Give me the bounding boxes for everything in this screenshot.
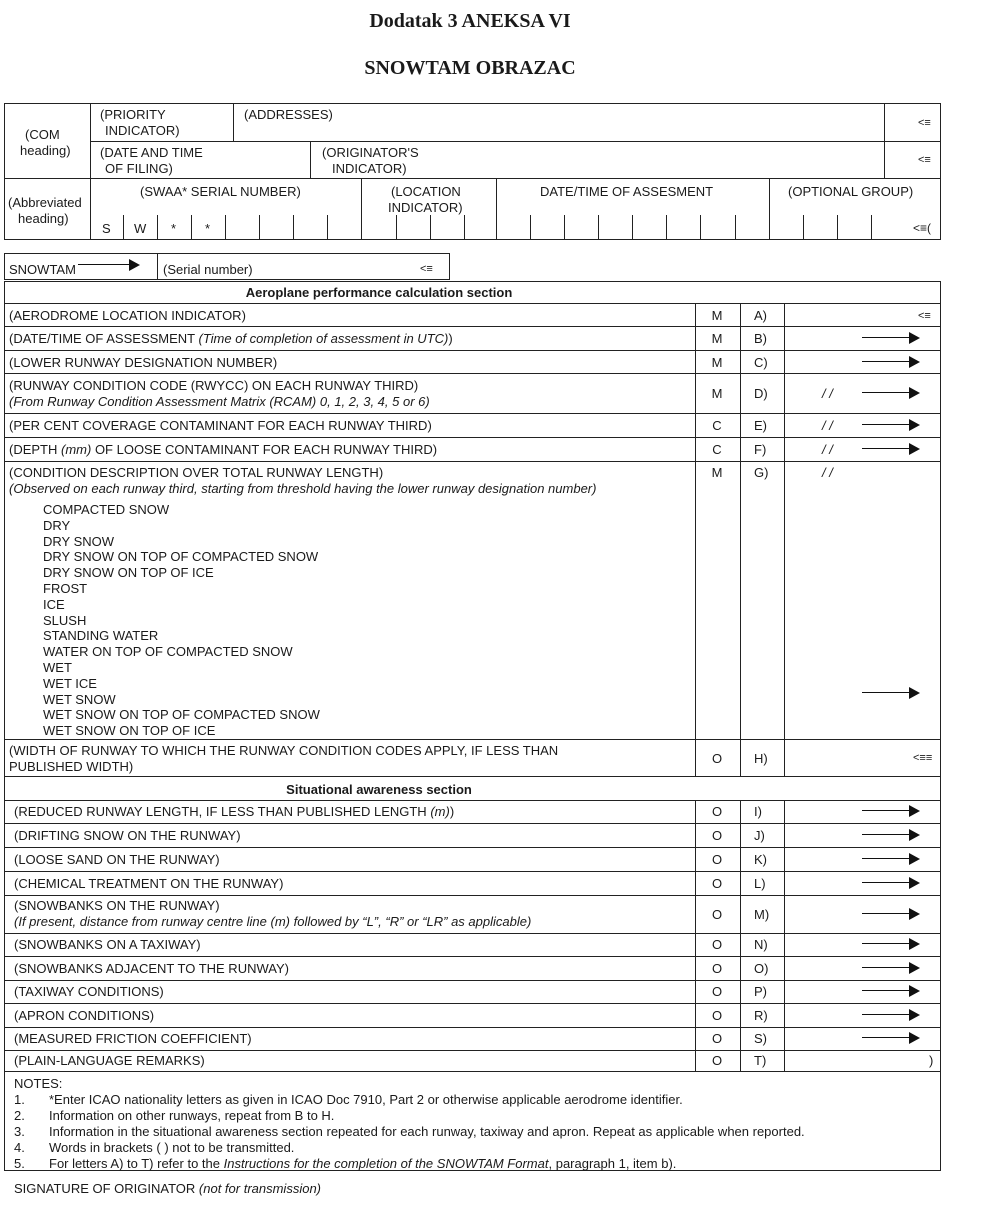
arrow-right-icon [78,259,140,271]
contaminant-item: ICE [43,596,65,612]
contaminant-item: WATER ON TOP OF COMPACTED SNOW [43,644,293,660]
situational-row-status: O [711,827,723,843]
contaminant-item: STANDING WATER [43,628,159,644]
situational-row-letter: S) [754,1031,767,1046]
arrow-right-icon [862,687,920,699]
com-heading-label-2: heading) [20,143,71,158]
situational-row-desc: (CHEMICAL TREATMENT ON THE RUNWAY) [14,875,284,891]
situational-row-letter: I) [754,804,762,819]
arrow-right-icon [862,332,920,344]
row-a-desc: (AERODROME LOCATION INDICATOR) [9,308,246,323]
notes-heading: NOTES: [14,1076,63,1091]
situational-row-status: O [711,851,723,867]
row-h-status: O [711,751,723,766]
arrow-right-icon [862,387,920,399]
date-time-filing-label-1: (DATE AND TIME [100,145,203,160]
arrow-right-icon [862,985,920,997]
situational-row-letter: R) [754,1007,768,1023]
row-g-desc: (CONDITION DESCRIPTION OVER TOTAL RUNWAY LENGTH) [9,465,384,480]
situational-row-letter: K) [754,851,767,867]
date-time-filing-label-2: OF FILING) [105,161,173,176]
snowtam-label: SNOWTAM [9,262,76,277]
row-d-desc-note: (From Runway Condition Assessment Matrix (RCAM) 0, 1, 2, 3, 4, 5 or 6) [9,394,430,409]
contaminant-item: SLUSH [43,612,87,628]
arrow-right-icon [862,962,920,974]
situational-row-desc: (TAXIWAY CONDITIONS) [14,984,164,999]
closing-paren: ) [929,1053,934,1068]
note-text: Information in the situational awareness section repeated for each runway, taxiway and apron. Repeat as applicable when reported. [49,1124,805,1139]
situational-row-status: O [711,1031,723,1046]
arrow-right-icon [862,877,920,889]
signature-label: SIGNATURE OF ORIGINATOR (not for transmission) [14,1181,321,1196]
note-text: Words in brackets ( ) not to be transmitted. [49,1140,295,1155]
abbreviated-heading-label-2: heading) [18,211,69,226]
row-d-separators: / / [822,386,833,401]
arrow-right-icon [862,938,920,950]
row-d-letter: D) [754,386,768,401]
arrow-right-icon [862,356,920,368]
situational-row-letter: O) [754,960,769,976]
situational-row-letter: M) [754,906,770,922]
situational-row-letter: T) [754,1053,767,1068]
serial-number-label: (Serial number) [163,262,253,277]
row-a-letter: A) [754,308,767,323]
arrow-right-icon [862,805,920,817]
situational-row-status: O [711,906,723,922]
optional-group-label: (OPTIONAL GROUP) [788,184,914,199]
contaminant-item: DRY SNOW ON TOP OF COMPACTED SNOW [43,549,319,565]
row-d-desc: (RUNWAY CONDITION CODE (RWYCC) ON EACH RUNWAY THIRD) [9,378,419,393]
swaa-cell-s: S [102,221,111,236]
addresses-label: (ADDRESSES) [244,107,333,122]
originator-indicator-label-1: (ORIGINATOR'S [322,145,419,160]
note-text: *Enter ICAO nationality letters as given in ICAO Doc 7910, Part 2 or otherwise applicable aerodrome identifier. [49,1092,683,1107]
form-title: SNOWTAM OBRAZAC [364,57,576,79]
contaminant-item: WET ICE [43,675,97,691]
situational-row-letter: L) [754,875,766,891]
contaminant-item: DRY SNOW ON TOP OF ICE [43,565,214,581]
row-e-desc: (PER CENT COVERAGE CONTAMINANT FOR EACH RUNWAY THIRD) [9,418,432,433]
note-number: 5. [14,1156,25,1171]
contaminant-item: WET SNOW [43,691,116,707]
situational-row-desc: (PLAIN-LANGUAGE REMARKS) [14,1053,205,1068]
end-mark: <≡ [918,154,931,166]
situational-row-desc: (REDUCED RUNWAY LENGTH, IF LESS THAN PUBLISHED LENGTH (m)) [14,804,455,819]
arrow-right-icon [862,908,920,920]
row-h-desc-2: PUBLISHED WIDTH) [9,759,134,774]
row-e-separators: / / [822,418,833,433]
section-header-aeroplane: Aeroplane performance calculation section [245,285,513,300]
row-f-letter: F) [754,442,767,457]
situational-row-status: O [711,960,723,976]
row-c-desc: (LOWER RUNWAY DESIGNATION NUMBER) [9,355,278,370]
situational-row-status: O [711,804,723,819]
situational-row-desc: (SNOWBANKS ON THE RUNWAY) [14,898,220,913]
swaa-cell-star: * [171,221,177,236]
section-header-situational: Situational awareness section [286,782,472,797]
row-d-status: M [711,386,723,401]
arrow-right-icon [862,1009,920,1021]
row-e-letter: E) [754,418,767,433]
situational-row-letter: P) [754,984,767,999]
note-number: 1. [14,1092,25,1107]
situational-row-desc: (SNOWBANKS ADJACENT TO THE RUNWAY) [14,960,289,976]
row-c-status: M [711,355,723,370]
end-mark: <≡ [420,263,433,275]
situational-row-desc: (MEASURED FRICTION COEFFICIENT) [14,1031,252,1046]
contaminant-item: COMPACTED SNOW [43,502,170,517]
originator-indicator-label-2: INDICATOR) [332,161,407,176]
contaminant-item: WET SNOW ON TOP OF ICE [43,723,216,739]
arrow-right-icon [862,1032,920,1044]
situational-row-desc: (LOOSE SAND ON THE RUNWAY) [14,851,220,867]
situational-row-letter: N) [754,937,768,952]
swaa-cell-star: * [205,221,211,236]
contaminant-item: DRY SNOW [43,533,115,549]
arrow-right-icon [862,419,920,431]
contaminant-item: WET SNOW ON TOP OF COMPACTED SNOW [43,707,320,723]
row-b-status: M [711,331,723,346]
contaminant-item: WET [43,660,72,675]
situational-row-status: O [711,875,723,891]
location-indicator-label-1: (LOCATION [391,184,461,199]
page-title: Dodatak 3 ANEKSA VI [369,10,571,32]
swaa-serial-label: (SWAA* SERIAL NUMBER) [140,184,301,199]
row-h-letter: H) [754,751,768,766]
situational-row-status: O [711,1007,723,1023]
end-mark-open: <≡( [913,221,932,235]
location-indicator-label-2: INDICATOR) [388,200,463,215]
abbreviated-heading-label-1: (Abbreviated [8,195,82,210]
row-f-separators: / / [822,442,833,457]
arrow-right-icon [862,443,920,455]
situational-row-note: (If present, distance from runway centre line (m) followed by “L”, “R” or “LR” as applicable) [14,914,532,929]
end-mark-double: <≡≡ [913,752,933,764]
row-g-status: M [711,465,723,480]
arrow-right-icon [862,853,920,865]
priority-indicator-label-1: (PRIORITY [100,107,166,122]
situational-row-desc: (DRIFTING SNOW ON THE RUNWAY) [14,827,241,843]
contaminant-item: FROST [43,581,88,596]
priority-indicator-label-2: INDICATOR) [105,123,180,138]
row-b-letter: B) [754,331,767,346]
note-number: 4. [14,1140,25,1155]
situational-row-status: O [711,937,723,952]
note-text: Information on other runways, repeat from B to H. [49,1108,335,1123]
end-mark: <≡ [918,117,931,129]
row-b-desc: (DATE/TIME OF ASSESSMENT (Time of completion of assessment in UTC)) [9,331,453,346]
row-h-desc: (WIDTH OF RUNWAY TO WHICH THE RUNWAY CONDITION CODES APPLY, IF LESS THAN [9,743,559,758]
row-f-desc: (DEPTH (mm) OF LOOSE CONTAMINANT FOR EACH RUNWAY THIRD) [9,442,438,457]
com-heading-label-1: (COM [25,127,60,142]
row-e-status: C [712,418,722,433]
row-c-letter: C) [754,355,768,370]
situational-row-status: O [711,1053,723,1068]
note-text: For letters A) to T) refer to the Instructions for the completion of the SNOWTAM Format, paragraph 1, item b). [49,1156,677,1171]
situational-row-status: O [711,984,723,999]
note-number: 2. [14,1108,25,1123]
swaa-cell-w: W [134,221,147,236]
row-g-desc-note: (Observed on each runway third, starting from threshold having the lower runway designation number) [9,481,597,496]
date-time-assessment-label: DATE/TIME OF ASSESMENT [540,184,714,199]
arrow-right-icon [862,829,920,841]
situational-row-desc: (SNOWBANKS ON A TAXIWAY) [14,937,201,952]
contaminant-item: DRY [43,517,71,533]
row-a-status: M [711,308,723,323]
situational-row-letter: J) [754,827,765,843]
row-g-letter: G) [754,465,769,480]
row-g-separators: / / [822,465,833,480]
end-mark: <≡ [918,310,931,322]
row-f-status: C [712,442,722,457]
situational-row-desc: (APRON CONDITIONS) [14,1007,155,1023]
note-number: 3. [14,1124,25,1139]
